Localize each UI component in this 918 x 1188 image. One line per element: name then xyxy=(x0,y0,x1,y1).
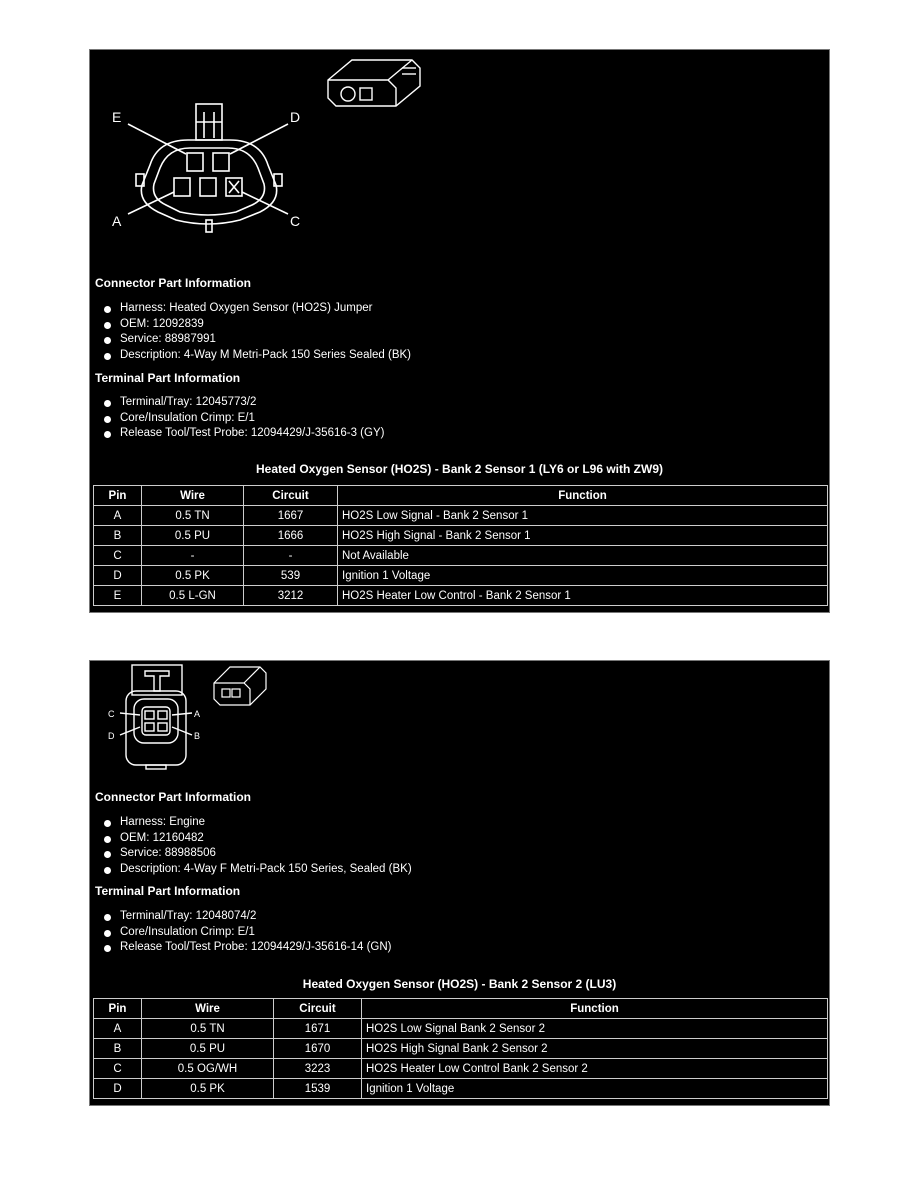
circuit-cell: 3212 xyxy=(244,586,338,606)
connector-part-info-list xyxy=(102,301,411,363)
function-cell: Ignition 1 Voltage xyxy=(338,566,828,586)
function-cell: Not Available xyxy=(338,546,828,566)
column-header-pin: Pin xyxy=(94,999,142,1019)
terminal-part-info-list xyxy=(102,395,384,439)
table-row xyxy=(94,1019,828,1039)
table-row xyxy=(94,506,828,526)
pin-label-d: D xyxy=(108,731,115,741)
terminal-part-info-heading: Terminal Part Information xyxy=(95,371,241,385)
connector-panel-bank2-sensor1 xyxy=(89,49,830,613)
connector-part-info-list xyxy=(102,815,412,877)
wire-cell: - xyxy=(142,546,244,566)
table-header-row xyxy=(94,999,828,1019)
wire-cell: 0.5 OG/WH xyxy=(142,1059,274,1079)
function-cell: HO2S High Signal - Bank 2 Sensor 1 xyxy=(338,526,828,546)
list-item: OEM: 12160482 xyxy=(102,831,412,847)
list-item: Release Tool/Test Probe: 12094429/J-35616-14 (GN) xyxy=(102,940,391,953)
column-header-function: Function xyxy=(362,999,828,1019)
circuit-cell: 1667 xyxy=(244,506,338,526)
connector-face-diagram xyxy=(90,661,290,771)
column-header-pin: Pin xyxy=(94,486,142,506)
pinout-table xyxy=(93,998,828,1099)
pin-cell: E xyxy=(94,586,142,606)
list-item: Harness: Heated Oxygen Sensor (HO2S) Jumper xyxy=(102,301,411,317)
pin-cell: B xyxy=(94,526,142,546)
pin-label-a: A xyxy=(112,213,122,229)
wire-cell: 0.5 TN xyxy=(142,506,244,526)
column-header-wire: Wire xyxy=(142,486,244,506)
wire-cell: 0.5 PK xyxy=(142,566,244,586)
connector-face-diagram xyxy=(90,50,450,260)
function-cell: HO2S High Signal Bank 2 Sensor 2 xyxy=(362,1039,828,1059)
pin-cell: A xyxy=(94,506,142,526)
circuit-cell: 1671 xyxy=(274,1019,362,1039)
table-title: Heated Oxygen Sensor (HO2S) - Bank 2 Sensor 1 (LY6 or L96 with ZW9) xyxy=(256,462,663,476)
list-item: Harness: Engine xyxy=(102,815,412,831)
list-item: Release Tool/Test Probe: 12094429/J-35616-3 (GY) xyxy=(102,426,384,439)
pin-cell: A xyxy=(94,1019,142,1039)
table-row xyxy=(94,546,828,566)
connector-panel-bank2-sensor2 xyxy=(89,660,830,1106)
column-header-wire: Wire xyxy=(142,999,274,1019)
wire-cell: 0.5 L-GN xyxy=(142,586,244,606)
list-item: Terminal/Tray: 12048074/2 xyxy=(102,909,391,925)
list-item: Core/Insulation Crimp: E/1 xyxy=(102,925,391,941)
list-item: Terminal/Tray: 12045773/2 xyxy=(102,395,384,411)
function-cell: HO2S Low Signal Bank 2 Sensor 2 xyxy=(362,1019,828,1039)
pin-cell: C xyxy=(94,546,142,566)
wire-cell: 0.5 PU xyxy=(142,526,244,546)
terminal-part-info-list xyxy=(102,909,391,953)
connector-part-info-heading: Connector Part Information xyxy=(95,790,252,804)
table-title: Heated Oxygen Sensor (HO2S) - Bank 2 Sensor 2 (LU3) xyxy=(302,977,617,991)
list-item: Core/Insulation Crimp: E/1 xyxy=(102,411,384,427)
table-row xyxy=(94,526,828,546)
pin-label-c: C xyxy=(290,213,301,229)
list-item: Service: 88988506 xyxy=(102,846,412,862)
list-item: Service: 88987991 xyxy=(102,332,411,348)
function-cell: HO2S Heater Low Control - Bank 2 Sensor 1 xyxy=(338,586,828,606)
list-item: Description: 4-Way F Metri-Pack 150 Series, Sealed (BK) xyxy=(102,862,412,878)
circuit-cell: 1670 xyxy=(274,1039,362,1059)
wire-cell: 0.5 TN xyxy=(142,1019,274,1039)
pin-label-a: A xyxy=(194,709,201,719)
function-cell: HO2S Heater Low Control Bank 2 Sensor 2 xyxy=(362,1059,828,1079)
list-item: Description: 4-Way M Metri-Pack 150 Series Sealed (BK) xyxy=(102,348,411,364)
list-item: OEM: 12092839 xyxy=(102,317,411,333)
function-cell: Ignition 1 Voltage xyxy=(362,1079,828,1099)
terminal-part-info-heading: Terminal Part Information xyxy=(95,884,241,898)
pin-label-d: D xyxy=(290,109,301,125)
pin-cell: D xyxy=(94,566,142,586)
table-row xyxy=(94,566,828,586)
circuit-cell: 1666 xyxy=(244,526,338,546)
table-row xyxy=(94,1079,828,1099)
circuit-cell: 3223 xyxy=(274,1059,362,1079)
wire-cell: 0.5 PK xyxy=(142,1079,274,1099)
column-header-function: Function xyxy=(338,486,828,506)
circuit-cell: - xyxy=(244,546,338,566)
pin-label-b: B xyxy=(194,731,201,741)
pin-label-c: C xyxy=(108,709,115,719)
pin-cell: D xyxy=(94,1079,142,1099)
wire-cell: 0.5 PU xyxy=(142,1039,274,1059)
circuit-cell: 1539 xyxy=(274,1079,362,1099)
table-row xyxy=(94,586,828,606)
table-row xyxy=(94,1059,828,1079)
column-header-circuit: Circuit xyxy=(274,999,362,1019)
pin-label-e: E xyxy=(112,109,122,125)
pin-cell: C xyxy=(94,1059,142,1079)
table-row xyxy=(94,1039,828,1059)
pin-cell: B xyxy=(94,1039,142,1059)
pinout-table xyxy=(93,485,828,606)
table-header-row xyxy=(94,486,828,506)
column-header-circuit: Circuit xyxy=(244,486,338,506)
connector-part-info-heading: Connector Part Information xyxy=(95,276,252,290)
circuit-cell: 539 xyxy=(244,566,338,586)
function-cell: HO2S Low Signal - Bank 2 Sensor 1 xyxy=(338,506,828,526)
